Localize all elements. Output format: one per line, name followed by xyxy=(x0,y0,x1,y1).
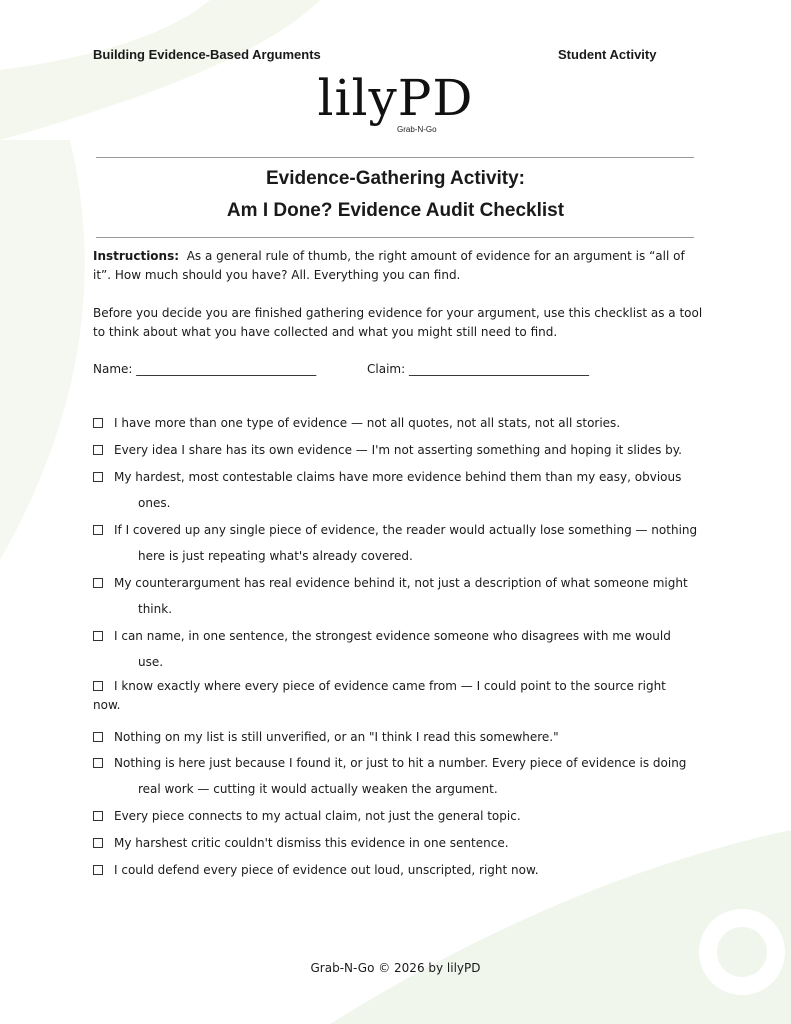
checkbox[interactable] xyxy=(93,758,103,768)
divider-top xyxy=(96,157,694,158)
checkbox[interactable] xyxy=(93,472,103,482)
checkbox[interactable] xyxy=(93,631,103,641)
checkbox[interactable] xyxy=(93,445,103,455)
checklist-item xyxy=(93,750,703,802)
checkbox[interactable] xyxy=(93,732,103,742)
checklist-item-continuation: real work — cutting it would actually weaken the argument. xyxy=(138,782,498,796)
logo-tagline: Grab-N-Go xyxy=(397,125,437,134)
checklist-item-text: My hardest, most contestable claims have more evidence behind them than my easy, obvious xyxy=(114,470,682,484)
checkbox[interactable] xyxy=(93,811,103,821)
checklist-item-text: If I covered up any single piece of evidence, the reader would actually lose something — nothing xyxy=(114,523,698,537)
checklist-item xyxy=(93,410,703,436)
instructions-paragraph xyxy=(93,247,703,285)
logo-wordmark: lilyPD xyxy=(317,69,474,127)
checklist-item-text: Every piece connects to my actual claim, not just the general topic. xyxy=(114,809,521,823)
checklist-item-continuation: ones. xyxy=(138,496,171,510)
checkbox[interactable] xyxy=(93,578,103,588)
checklist-item-continuation: now. xyxy=(93,698,121,712)
checklist-item-text: My harshest critic couldn't dismiss this evidence in one sentence. xyxy=(114,836,509,850)
instructions-paragraph-2: Before you decide you are finished gathering evidence for your argument, use this checklist as a tool to think about what you have collected and what you might still need to find. xyxy=(93,306,703,339)
lilypd-logo xyxy=(0,69,791,134)
checklist-item xyxy=(93,724,703,750)
checklist-item-text: I have more than one type of evidence — not all quotes, not all stats, not all stories. xyxy=(114,416,621,430)
checklist-item-text: Nothing on my list is still unverified, or an "I think I read this somewhere." xyxy=(114,730,559,744)
checklist-item-text: I know exactly where every piece of evidence came from — I could point to the source right xyxy=(114,679,666,693)
header-subject: Building Evidence-Based Arguments xyxy=(93,47,321,62)
checklist-item xyxy=(93,857,703,883)
checklist-item xyxy=(93,677,703,715)
checklist-item-continuation: here is just repeating what's already covered. xyxy=(138,549,413,563)
instructions-label: Instructions: xyxy=(93,249,180,263)
checklist-item xyxy=(93,517,703,569)
checkbox[interactable] xyxy=(93,681,103,691)
checklist-item-continuation: think. xyxy=(138,602,173,616)
checklist-item-text: Nothing is here just because I found it, or just to hit a number. Every piece of evidence is doing xyxy=(114,756,687,770)
checklist-item-continuation: use. xyxy=(138,655,164,669)
checklist-item-text: Every idea I share has its own evidence — I'm not asserting something and hoping it slides by. xyxy=(114,443,682,457)
checklist-item xyxy=(93,623,703,675)
checkbox[interactable] xyxy=(93,838,103,848)
checklist-item xyxy=(93,803,703,829)
divider-bottom xyxy=(96,237,694,238)
checkbox[interactable] xyxy=(93,865,103,875)
checklist-item xyxy=(93,437,703,463)
checklist-item xyxy=(93,464,703,516)
checklist-item-text: My counterargument has real evidence behind it, not just a description of what someone might xyxy=(114,576,688,590)
claim-field[interactable]: Claim: ______________________________ xyxy=(367,362,589,376)
page-subtitle: Am I Done? Evidence Audit Checklist xyxy=(226,200,565,221)
header-activity-type: Student Activity xyxy=(558,47,657,62)
checklist-item-text: I can name, in one sentence, the strongest evidence someone who disagrees with me would xyxy=(114,629,671,643)
page-title: Evidence-Gathering Activity: xyxy=(265,168,526,189)
checklist-item xyxy=(93,570,703,622)
checkbox[interactable] xyxy=(93,525,103,535)
checkbox[interactable] xyxy=(93,418,103,428)
checklist-item xyxy=(93,830,703,856)
name-field[interactable]: Name: ______________________________ xyxy=(93,362,317,376)
checklist-item-text: I could defend every piece of evidence out loud, unscripted, right now. xyxy=(114,863,539,877)
footer-copyright: Grab-N-Go © 2026 by lilyPD xyxy=(310,961,481,975)
instructions-text: As a general rule of thumb, the right amount of evidence for an argument is “all of it”. How much should you have? All. Everything you can find. xyxy=(93,249,685,282)
